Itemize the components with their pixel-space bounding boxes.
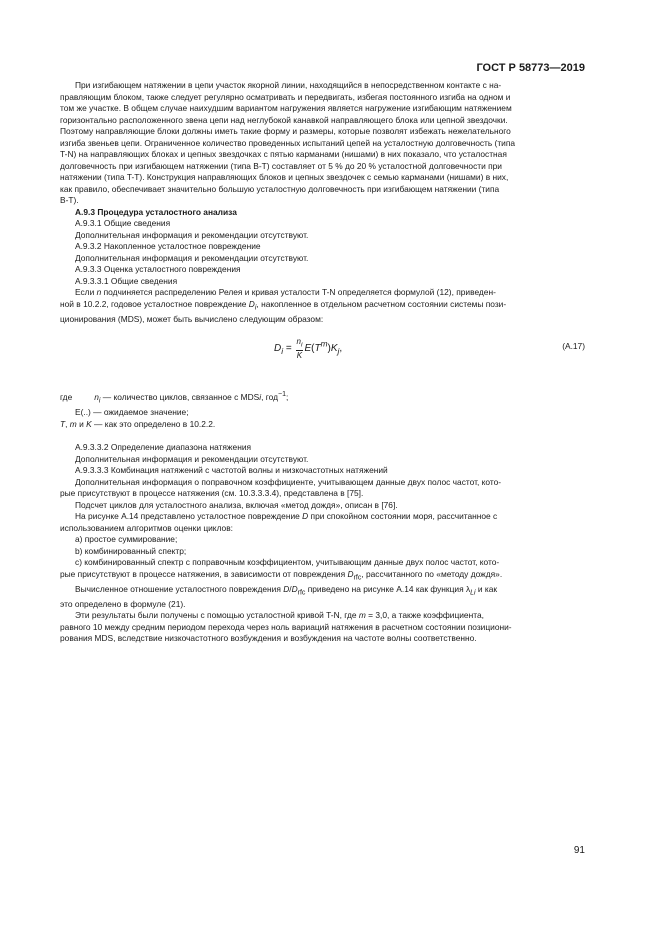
subsection-heading: А.9.3.1 Общие сведения bbox=[75, 218, 171, 228]
text-line: Подсчет циклов для усталостного анализа, включая «метод дождя», описан в [76]. bbox=[75, 499, 398, 510]
text-line: Дополнительная информация и рекомендации отсутствуют. bbox=[75, 252, 309, 263]
text-line: равного 10 между средним периодом перехода через ноль вариаций натяжения в расчетном состоянии позициони- bbox=[60, 621, 512, 632]
formula-number: (A.17) bbox=[562, 341, 585, 352]
text-line: рые присутствуют в процессе натяжения (см. 10.3.3.3.4), представлена в [75]. bbox=[60, 488, 364, 499]
formula-a17 bbox=[60, 331, 585, 371]
text-line: долговечность при изгибающем натяжении (типа B-T) составляет от 5 % до 20 % усталостной долговечности при bbox=[60, 160, 502, 171]
fraction: $\frac{n_i}{K}$ bbox=[296, 337, 303, 360]
text-line: Дополнительная информация и рекомендации отсутствуют. bbox=[75, 229, 309, 240]
text-line: это определено в формуле (21). bbox=[60, 598, 186, 609]
text-line: На рисунке А.14 представлено усталостное повреждение D при спокойном состоянии моря, рассчитанное с bbox=[75, 511, 498, 522]
formula-explanation bbox=[60, 389, 585, 430]
text-line: рования MDS, вследствие низкочастотного возбуждения и возбуждения на частоте волны соответственно. bbox=[60, 633, 477, 644]
text-line: При изгибающем натяжении в цепи участок якорной линии, находящийся в непосредственном контакте с на- bbox=[75, 80, 502, 90]
list-item: a) простое суммирование; bbox=[75, 534, 178, 545]
page-number: 91 bbox=[573, 845, 585, 856]
text-line: T-N) на направляющих блоках и цепных звездочках с пятью карманами (нишами) в них показало, что усталостная bbox=[60, 149, 507, 159]
subsection-heading: А.9.3.2 Накопленное усталостное повреждение bbox=[75, 241, 261, 251]
text-line: правляющим блоком, также следует регулярно осматривать и передвигать, избегая постоянного изгиба на одном и bbox=[60, 91, 511, 102]
subsection-heading: А.9.3.3.3 Комбинация натяжений с частотой волны и низкочастотных натяжений bbox=[75, 465, 388, 476]
page-body bbox=[60, 80, 585, 645]
paragraph-rayleigh bbox=[60, 287, 585, 325]
document-header: ГОСТ Р 58773—2019 bbox=[476, 62, 585, 74]
where-line-e: E(..) — ожидаемое значение; bbox=[75, 407, 189, 418]
where-line-t: T, m и K — как это определено в 10.2.2. bbox=[60, 418, 216, 429]
text-line: как правило, обеспечивает значительно большую усталостную долговечность при изгибающем натяжении (типа bbox=[60, 183, 500, 194]
paragraph-bending-tension bbox=[60, 80, 585, 207]
text-line: Поэтому направляющие блоки должны иметь такие форму и размеры, которые позволят избежать нежелательного bbox=[60, 126, 511, 136]
text-line: использованием алгоритмов оценки циклов: bbox=[60, 522, 233, 533]
text-line: том же участке. В общем случае наихудшим вариантом нагружения является нагружение изгибающим натяжением bbox=[60, 103, 512, 113]
subsection-heading: А.9.3.3.1 Общие сведения bbox=[75, 275, 178, 286]
text-line: Если n подчиняется распределению Релея и кривая усталости T-N определяется формулой (12), приведен- bbox=[75, 287, 496, 297]
text-line: горизонтально расположенного звена цепи над неглубокой канавкой направляющего блока или цепной звездочки. bbox=[60, 114, 508, 125]
list-item: b) комбинированный спектр; bbox=[75, 545, 187, 556]
text-line: изгиба звеньев цепи. Ограниченное количество проведенных испытаний цепей на усталостную долговечность (типа bbox=[60, 137, 516, 148]
text-line: B-T). bbox=[60, 195, 79, 205]
subsection-heading: А.9.3.3.2 Определение диапазона натяжения bbox=[75, 442, 252, 453]
text-line: Дополнительная информация и рекомендации отсутствуют. bbox=[75, 453, 309, 464]
subsection-heading: А.9.3.3 Оценка усталостного повреждения bbox=[75, 264, 241, 274]
text-line: Вычисленное отношение усталостного повреждения $D/D_{rfc}$ приведено на рисунке А.14 как функция $\lambda_{Li}$ и как bbox=[75, 583, 498, 597]
text-line: ной в 10.2.2, годовое усталостное повреждение $D_i$, накопленное в отдельном расчетном состоянии системы пози- bbox=[60, 298, 507, 312]
text-line: ционирования (MDS), может быть вычислено следующим образом: bbox=[60, 313, 324, 324]
text-line: Дополнительная информация о поправочном коэффициенте, учитывающем данные двух полос частот, кото- bbox=[75, 476, 502, 487]
list-item-continuation: рые присутствуют в процессе натяжения, в зависимости от повреждения $D_{rfc}$, рассчитанного по «методу дождя». bbox=[60, 568, 503, 582]
where-line-n: где $n_i$ — количество циклов, связанное с MDSi, год$^{-1}$; bbox=[60, 391, 289, 405]
section-title: А.9.3 Процедура усталостного анализа bbox=[75, 206, 237, 217]
text-line: натяжении (типа T-T). Конструкция направляющих блоков и цепных звездочек с семью карманами (нишами) в них, bbox=[60, 172, 509, 182]
formula-expression: $D_i$ = $\frac{n_i}{K}$ $E(T^m)K_j$, bbox=[274, 337, 343, 360]
list-item: c) комбинированный спектр с поправочным коэффициентом, учитывающим данные двух полос частот, кото- bbox=[75, 557, 500, 568]
text-line: Эти результаты были получены с помощью усталостной кривой T-N, где m = 3,0, а также коэффициента, bbox=[75, 610, 484, 621]
